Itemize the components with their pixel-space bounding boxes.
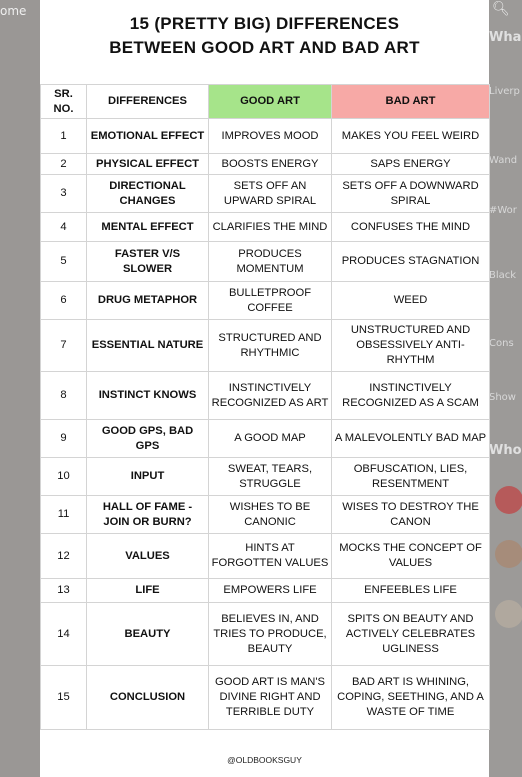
cell-good-art: BELIEVES IN, AND TRIES TO PRODUCE, BEAUTY bbox=[209, 603, 332, 666]
title-line-2: BETWEEN GOOD ART AND BAD ART bbox=[109, 38, 420, 57]
cell-good-art: IMPROVES MOOD bbox=[209, 119, 332, 154]
cell-difference: EMOTIONAL EFFECT bbox=[87, 119, 209, 154]
title-line-1: 15 (PRETTY BIG) DIFFERENCES bbox=[129, 14, 400, 33]
cell-bad-art: WISES TO DESTROY THE CANON bbox=[332, 496, 490, 534]
table-row bbox=[41, 213, 490, 242]
cell-difference: CONCLUSION bbox=[87, 666, 209, 730]
cell-bad-art: UNSTRUCTURED AND OBSESSIVELY ANTI-RHYTHM bbox=[332, 320, 490, 372]
infographic-title bbox=[40, 12, 489, 60]
header-bad-art: BAD ART bbox=[332, 85, 490, 119]
cell-good-art: PRODUCES MOMENTUM bbox=[209, 242, 332, 282]
table-row bbox=[41, 579, 490, 603]
cell-bad-art: ENFEEBLES LIFE bbox=[332, 579, 490, 603]
cell-sr-no: 2 bbox=[41, 154, 87, 175]
cell-good-art: STRUCTURED AND RHYTHMIC bbox=[209, 320, 332, 372]
avatar bbox=[495, 540, 522, 568]
cell-good-art: GOOD ART IS MAN'S DIVINE RIGHT AND TERRIBLE DUTY bbox=[209, 666, 332, 730]
cell-good-art: CLARIFIES THE MIND bbox=[209, 213, 332, 242]
cell-sr-no: 9 bbox=[41, 420, 87, 458]
avatar bbox=[495, 486, 522, 514]
cell-good-art: BOOSTS ENERGY bbox=[209, 154, 332, 175]
table-header-row bbox=[41, 85, 490, 119]
cell-sr-no: 13 bbox=[41, 579, 87, 603]
background-page-right bbox=[489, 0, 522, 777]
cell-sr-no: 7 bbox=[41, 320, 87, 372]
background-item: Black bbox=[489, 270, 517, 281]
cell-good-art: BULLETPROOF COFFEE bbox=[209, 282, 332, 320]
cell-bad-art: WEED bbox=[332, 282, 490, 320]
cell-difference: LIFE bbox=[87, 579, 209, 603]
cell-bad-art: A MALEVOLENTLY BAD MAP bbox=[332, 420, 490, 458]
search-icon[interactable]: 🔍︎ bbox=[492, 1, 510, 17]
avatar bbox=[495, 600, 522, 628]
cell-bad-art: BAD ART IS WHINING, COPING, SEETHING, AND A WASTE OF TIME bbox=[332, 666, 490, 730]
cell-sr-no: 4 bbox=[41, 213, 87, 242]
cell-good-art: SWEAT, TEARS, STRUGGLE bbox=[209, 458, 332, 496]
cell-difference: ESSENTIAL NATURE bbox=[87, 320, 209, 372]
table-row bbox=[41, 534, 490, 579]
cell-bad-art: PRODUCES STAGNATION bbox=[332, 242, 490, 282]
background-item: Liverp bbox=[489, 86, 520, 97]
cell-bad-art: OBFUSCATION, LIES, RESENTMENT bbox=[332, 458, 490, 496]
cell-bad-art: SPITS ON BEAUTY AND ACTIVELY CELEBRATES UGLINESS bbox=[332, 603, 490, 666]
cell-sr-no: 3 bbox=[41, 175, 87, 213]
cell-sr-no: 8 bbox=[41, 372, 87, 420]
cell-difference: INPUT bbox=[87, 458, 209, 496]
cell-good-art: SETS OFF AN UPWARD SPIRAL bbox=[209, 175, 332, 213]
cell-difference: INSTINCT KNOWS bbox=[87, 372, 209, 420]
table-row bbox=[41, 496, 490, 534]
background-item: Cons bbox=[489, 338, 514, 349]
cell-difference: FASTER V/S SLOWER bbox=[87, 242, 209, 282]
cell-good-art: EMPOWERS LIFE bbox=[209, 579, 332, 603]
cell-bad-art: SAPS ENERGY bbox=[332, 154, 490, 175]
cell-difference: DIRECTIONAL CHANGES bbox=[87, 175, 209, 213]
cell-bad-art: INSTINCTIVELY RECOGNIZED AS A SCAM bbox=[332, 372, 490, 420]
table-row bbox=[41, 154, 490, 175]
cell-sr-no: 11 bbox=[41, 496, 87, 534]
cell-difference: VALUES bbox=[87, 534, 209, 579]
cell-good-art: INSTINCTIVELY RECOGNIZED AS ART bbox=[209, 372, 332, 420]
cell-sr-no: 6 bbox=[41, 282, 87, 320]
cell-bad-art: MAKES YOU FEEL WEIRD bbox=[332, 119, 490, 154]
table-row bbox=[41, 603, 490, 666]
infographic-image bbox=[40, 0, 489, 777]
cell-difference: MENTAL EFFECT bbox=[87, 213, 209, 242]
cell-good-art: WISHES TO BE CANONIC bbox=[209, 496, 332, 534]
background-heading-who-to-follow: Who bbox=[489, 443, 522, 458]
cell-difference: GOOD GPS, BAD GPS bbox=[87, 420, 209, 458]
table-row bbox=[41, 242, 490, 282]
header-good-art: GOOD ART bbox=[209, 85, 332, 119]
cell-difference: PHYSICAL EFFECT bbox=[87, 154, 209, 175]
cell-bad-art: CONFUSES THE MIND bbox=[332, 213, 490, 242]
background-item: Show bbox=[489, 392, 516, 403]
background-item: #Wor bbox=[489, 205, 517, 216]
cell-bad-art: SETS OFF A DOWNWARD SPIRAL bbox=[332, 175, 490, 213]
differences-table bbox=[40, 84, 490, 730]
cell-sr-no: 12 bbox=[41, 534, 87, 579]
author-handle: @OLDBOOKSGUY bbox=[227, 755, 302, 765]
table-row bbox=[41, 420, 490, 458]
cell-sr-no: 1 bbox=[41, 119, 87, 154]
table-row bbox=[41, 119, 490, 154]
header-differences: DIFFERENCES bbox=[87, 85, 209, 119]
table-row bbox=[41, 666, 490, 730]
header-sr-no: SR. NO. bbox=[41, 85, 87, 119]
cell-good-art: A GOOD MAP bbox=[209, 420, 332, 458]
cell-sr-no: 14 bbox=[41, 603, 87, 666]
background-heading-whats-happening: Wha bbox=[489, 30, 522, 45]
cell-sr-no: 15 bbox=[41, 666, 87, 730]
table-row bbox=[41, 282, 490, 320]
table-row bbox=[41, 458, 490, 496]
cell-bad-art: MOCKS THE CONCEPT OF VALUES bbox=[332, 534, 490, 579]
table-row bbox=[41, 175, 490, 213]
cell-sr-no: 10 bbox=[41, 458, 87, 496]
cell-good-art: HINTS AT FORGOTTEN VALUES bbox=[209, 534, 332, 579]
table-row bbox=[41, 320, 490, 372]
cell-difference: HALL OF FAME - JOIN OR BURN? bbox=[87, 496, 209, 534]
background-breadcrumb: ome bbox=[0, 4, 27, 18]
cell-difference: DRUG METAPHOR bbox=[87, 282, 209, 320]
cell-sr-no: 5 bbox=[41, 242, 87, 282]
cell-difference: BEAUTY bbox=[87, 603, 209, 666]
background-item: Wand bbox=[489, 155, 518, 166]
table-row bbox=[41, 372, 490, 420]
background-page-left bbox=[0, 0, 40, 777]
